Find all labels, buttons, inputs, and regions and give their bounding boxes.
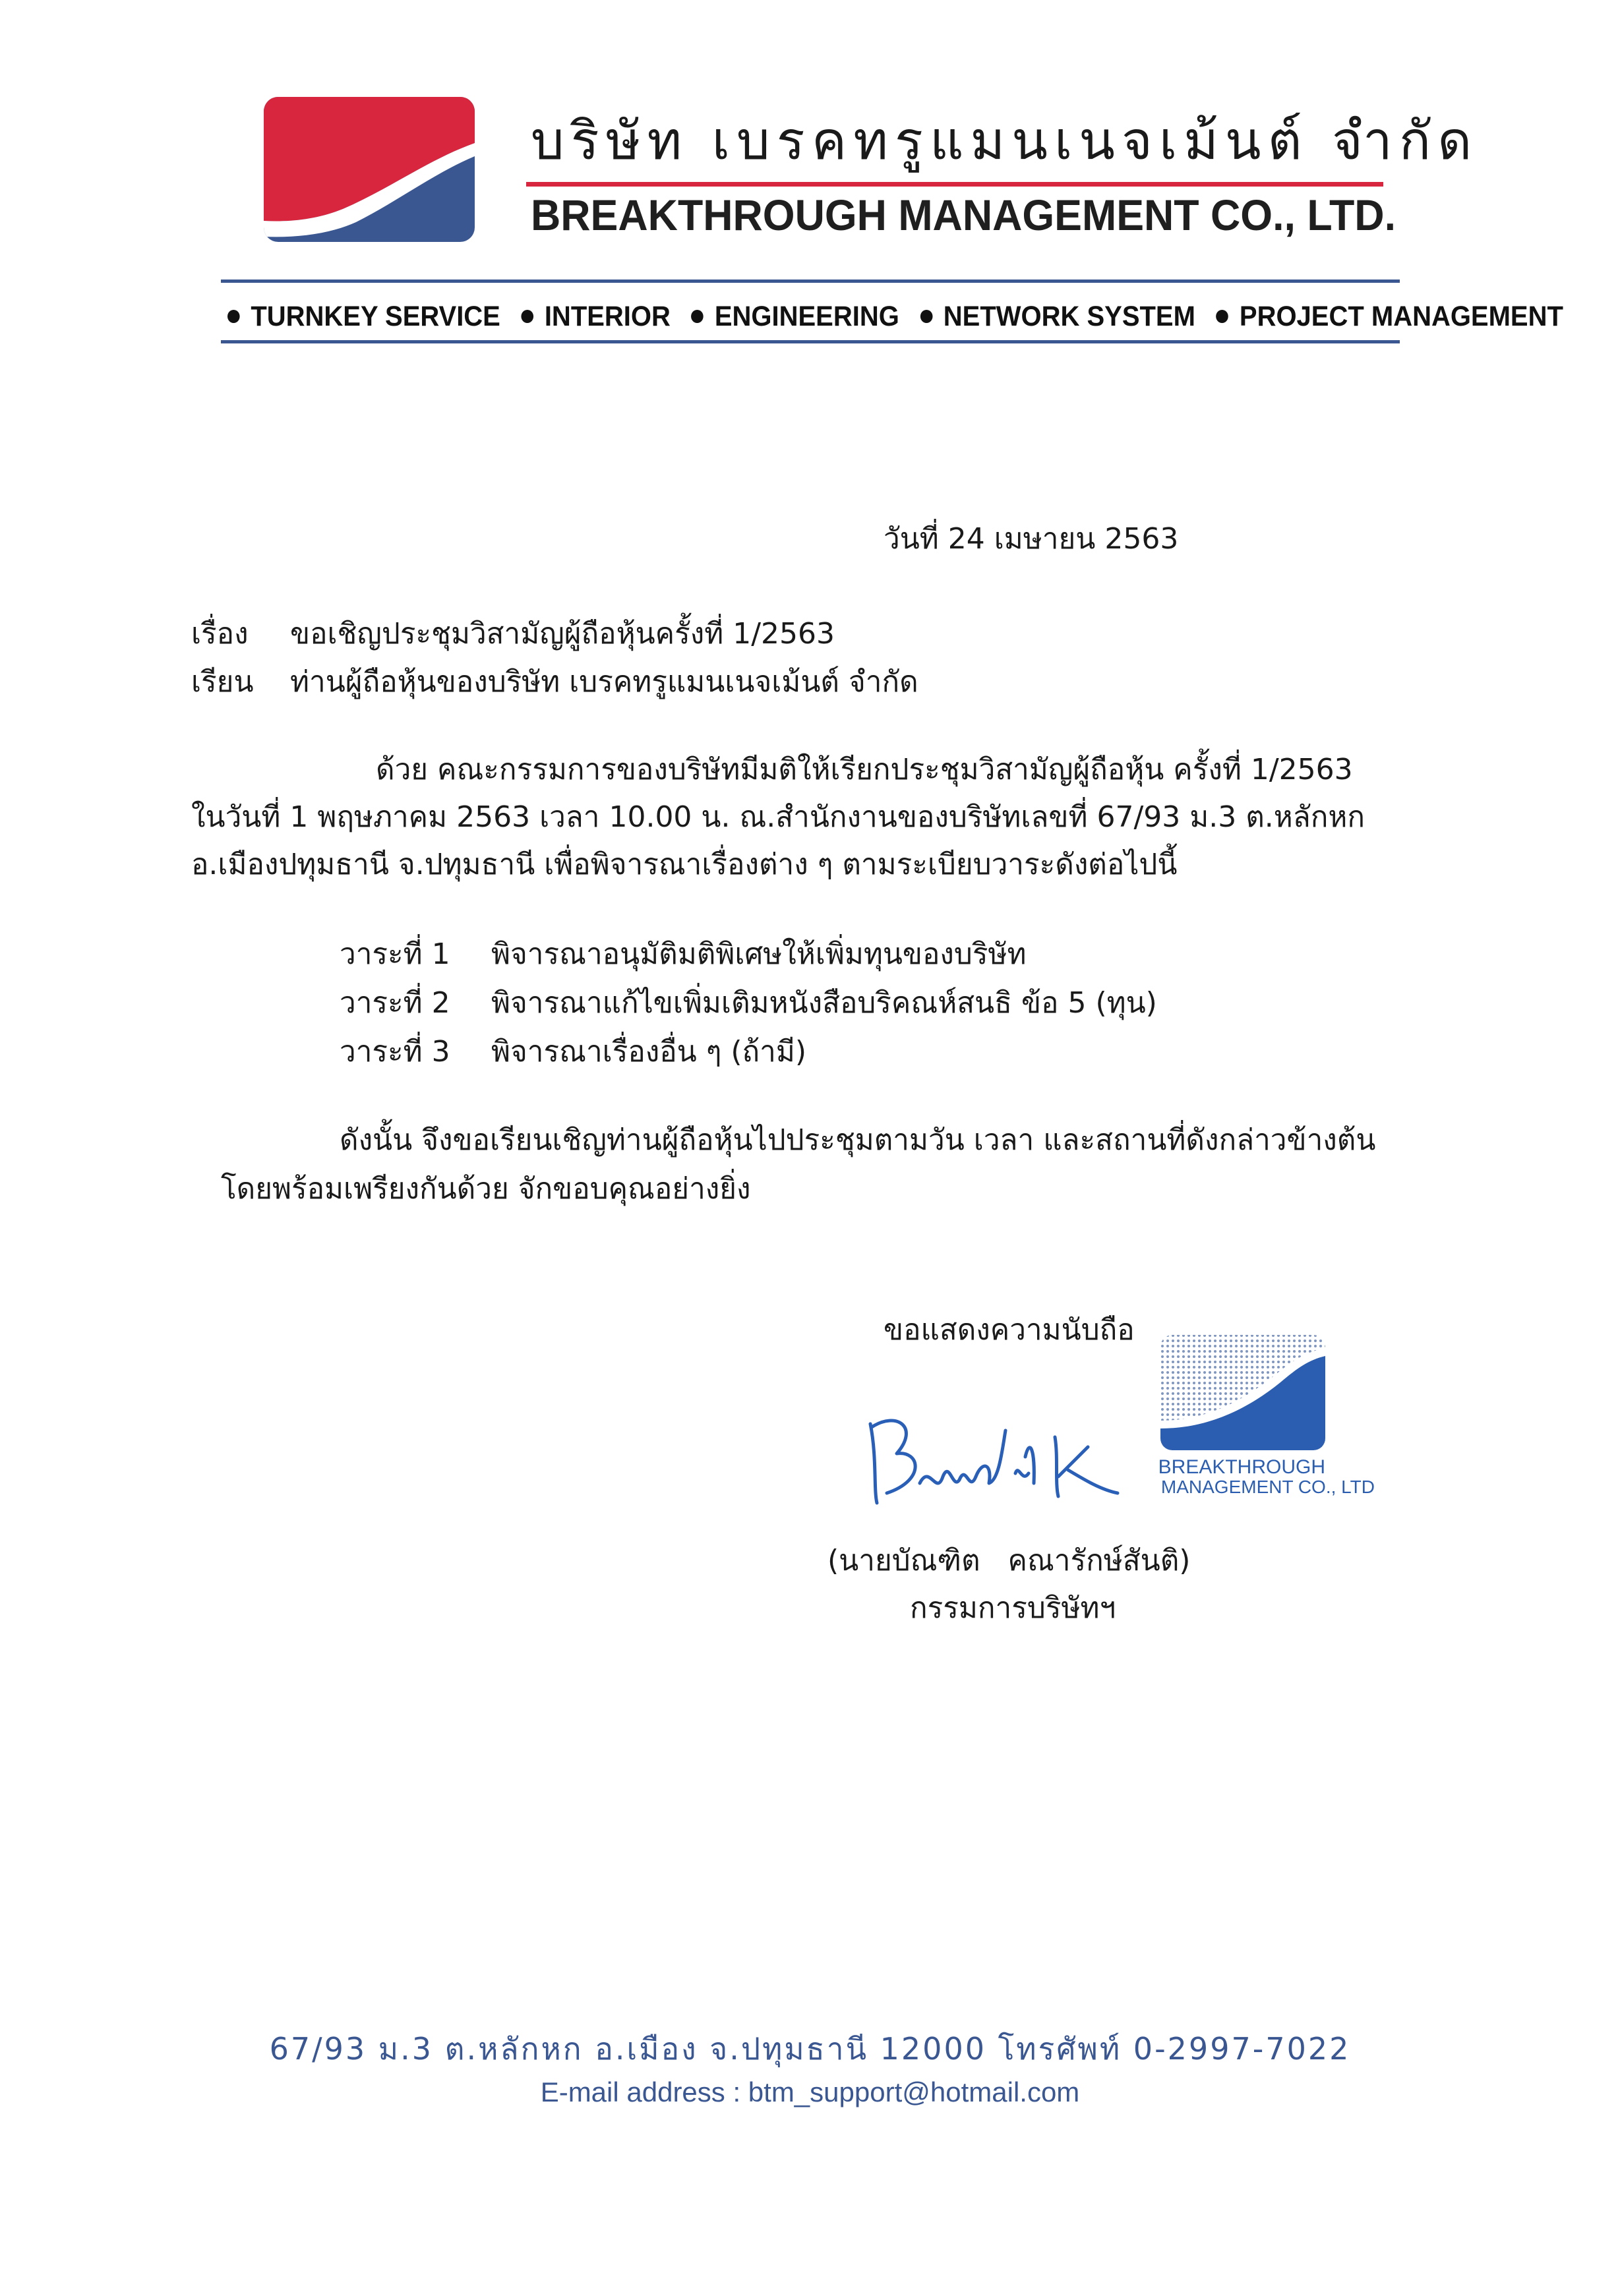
body-paragraph-line: ด้วย คณะกรรมการของบริษัทมีมติให้เรียกประชุมวิสามัญผู้ถือหุ้น ครั้งที่ 1/2563 [376,753,1353,786]
closing-paragraph-line: โดยพร้อมเพรียงกันด้วย จักขอบคุณอย่างยิ่ง [221,1172,751,1206]
service-item [920,301,1195,333]
service-label: INTERIOR [544,300,671,332]
subject-label: เรื่อง [191,617,249,651]
service-label: NETWORK SYSTEM [943,300,1195,332]
service-item [521,301,670,333]
service-item [1216,301,1563,333]
company-name-english: BREAKTHROUGH MANAGEMENT CO., LTD. [531,191,1396,239]
recipient-text: ท่านผู้ถือหุ้นของบริษัท เบรคทรูแมนเนจเม้นต์ จำกัด [290,665,918,699]
bullet-icon [920,310,932,323]
footer-email: E-mail address : btm_support@hotmail.com [540,2076,1080,2107]
agenda-item-label: วาระที่ 1 [340,937,450,971]
signer-name: (นายบัณฑิต คณารักษ์สันติ) [827,1544,1191,1577]
company-logo [264,97,475,242]
services-rule-bottom [221,340,1400,343]
regards-text: ขอแสดงความนับถือ [884,1313,1135,1347]
agenda-item-text: พิจารณาแก้ไขเพิ่มเติมหนังสือบริคณห์สนธิ ข้อ 5 (ทุน) [491,986,1157,1020]
stamp-line: BREAKTHROUGH [1158,1456,1325,1478]
service-label: ENGINEERING [714,300,899,332]
agenda-item-text: พิจารณาอนุมัติมติพิเศษให้เพิ่มทุนของบริษัท [491,937,1027,971]
services-rule-top [221,280,1400,283]
subject-text: ขอเชิญประชุมวิสามัญผู้ถือหุ้นครั้งที่ 1/2563 [290,617,835,651]
header-divider [526,182,1383,187]
body-paragraph-line: อ.เมืองปทุมธานี จ.ปทุมธานี เพื่อพิจารณาเรื่องต่าง ๆ ตามระเบียบวาระดังต่อไปนี้ [191,848,1178,881]
service-label: TURNKEY SERVICE [251,300,500,332]
letter-date: วันที่ 24 เมษายน 2563 [884,522,1179,556]
stamp-line: MANAGEMENT CO., LTD [1160,1477,1375,1497]
agenda-item-text: พิจารณาเรื่องอื่น ๆ (ถ้ามี) [491,1035,807,1069]
handwritten-signature [857,1398,1127,1516]
services-bar [227,295,1563,338]
agenda-item-label: วาระที่ 3 [340,1035,450,1069]
recipient-label: เรียน [191,665,254,699]
company-stamp [1108,1328,1385,1500]
bullet-icon [227,310,240,323]
bullet-icon [692,310,704,323]
body-paragraph-line: ในวันที่ 1 พฤษภาคม 2563 เวลา 10.00 น. ณ.สำนักงานของบริษัทเลขที่ 67/93 ม.3 ต.หลักหก [191,800,1365,834]
closing-paragraph-line: ดังนั้น จึงขอเรียนเชิญท่านผู้ถือหุ้นไปประชุมตามวัน เวลา และสถานที่ดังกล่าวข้างต้น [340,1123,1376,1157]
bullet-icon [521,310,533,323]
footer-address: 67/93 ม.3 ต.หลักหก อ.เมือง จ.ปทุมธานี 12000 โทรศัพท์ 0-2997-7022 [269,2031,1351,2067]
company-name-thai: บริษัท เบรคทรูแมนเนจเม้นต์ จำกัด [531,110,1479,171]
service-item [692,301,899,333]
service-label: PROJECT MANAGEMENT [1239,300,1563,332]
service-item [227,301,500,333]
bullet-icon [1216,310,1229,323]
agenda-item-label: วาระที่ 2 [340,986,450,1020]
signer-title: กรรมการบริษัทฯ [910,1591,1116,1625]
